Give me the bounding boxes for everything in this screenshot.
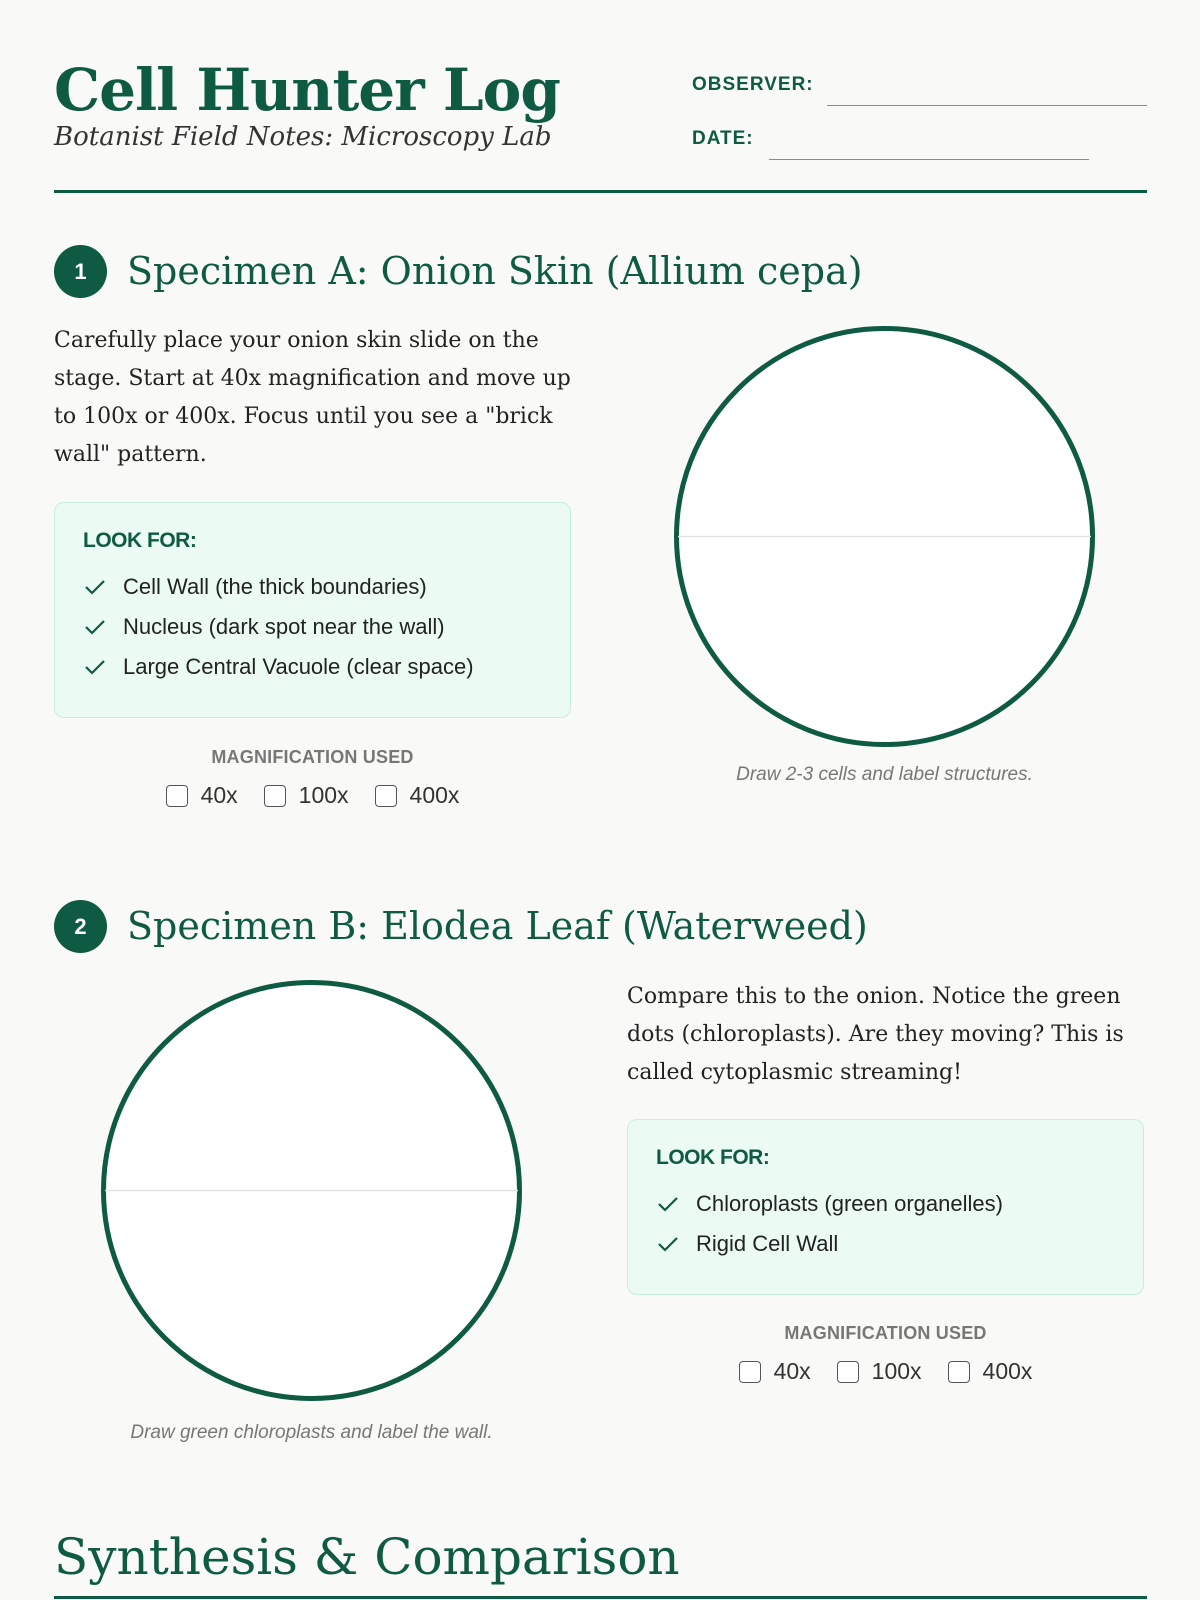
check-icon xyxy=(85,579,105,595)
microscope-field-circle xyxy=(674,326,1095,747)
magnification-options xyxy=(627,1358,1144,1385)
observer-label: OBSERVER: xyxy=(692,74,814,95)
look-for-item xyxy=(83,647,542,687)
lab-worksheet xyxy=(54,0,1147,1600)
page-subtitle: Botanist Field Notes: Microscopy Lab xyxy=(54,122,552,152)
check-icon xyxy=(658,1236,678,1252)
drawing-caption: Draw green chloroplasts and label the wall. xyxy=(130,1422,493,1443)
magnification-option-400x[interactable] xyxy=(375,782,460,809)
look-for-title: LOOK FOR: xyxy=(83,529,197,552)
magnification-option-label: 400x xyxy=(409,782,460,808)
page-title: Cell Hunter Log xyxy=(54,56,560,124)
section-instructions: Compare this to the onion. Notice the green dots (chloroplasts). Are they moving? This is called cytoplasmic streaming! xyxy=(627,984,1124,1085)
section-title: Specimen B: Elodea Leaf (Waterweed) xyxy=(127,904,868,948)
look-for-item xyxy=(656,1224,1115,1264)
section-heading xyxy=(54,898,1147,954)
check-icon xyxy=(658,1196,678,1212)
section-heading xyxy=(54,243,1147,299)
magnification-option-400x[interactable] xyxy=(948,1358,1033,1385)
microscope-drawing-field[interactable] xyxy=(101,980,522,1401)
microscope-field-circle xyxy=(101,980,522,1401)
look-for-item-label: Nucleus (dark spot near the wall) xyxy=(123,614,445,639)
look-for-item xyxy=(83,567,542,607)
magnification-checkbox[interactable] xyxy=(837,1361,859,1383)
worksheet-header xyxy=(54,52,1147,193)
magnification-label: MAGNIFICATION USED xyxy=(211,747,414,767)
magnification-checkbox[interactable] xyxy=(739,1361,761,1383)
synthesis-title: Synthesis & Comparison xyxy=(54,1528,680,1586)
synthesis-divider xyxy=(54,1596,1147,1599)
drawing-caption: Draw 2-3 cells and label structures. xyxy=(736,764,1033,785)
look-for-item-label: Cell Wall (the thick boundaries) xyxy=(123,574,427,599)
look-for-item xyxy=(656,1184,1115,1224)
magnification-option-label: 40x xyxy=(200,782,238,808)
section-number-badge: 1 xyxy=(54,245,107,298)
magnification-checkbox[interactable] xyxy=(948,1361,970,1383)
look-for-title: LOOK FOR: xyxy=(656,1146,770,1169)
check-icon xyxy=(85,659,105,675)
magnification-option-label: 100x xyxy=(298,782,349,808)
look-for-list xyxy=(656,1184,1115,1264)
observer-row xyxy=(692,74,1147,114)
magnification-label: MAGNIFICATION USED xyxy=(784,1323,987,1343)
magnification-option-label: 40x xyxy=(773,1358,811,1384)
magnification-option-40x[interactable] xyxy=(739,1358,811,1385)
look-for-item-label: Large Central Vacuole (clear space) xyxy=(123,654,474,679)
magnification-checkbox[interactable] xyxy=(264,785,286,807)
date-label: DATE: xyxy=(692,128,754,149)
look-for-item-label: Chloroplasts (green organelles) xyxy=(696,1191,1003,1216)
magnification-option-label: 400x xyxy=(982,1358,1033,1384)
magnification-option-40x[interactable] xyxy=(166,782,238,809)
magnification-option-100x[interactable] xyxy=(264,782,349,809)
magnification-group xyxy=(54,747,571,809)
look-for-item xyxy=(83,607,542,647)
look-for-list xyxy=(83,567,542,687)
magnification-checkbox[interactable] xyxy=(375,785,397,807)
observer-field[interactable] xyxy=(827,105,1147,106)
section-number-badge: 2 xyxy=(54,900,107,953)
look-for-panel xyxy=(627,1119,1144,1295)
check-icon xyxy=(85,619,105,635)
section-instructions: Carefully place your onion skin slide on the stage. Start at 40x magnification and move up to 100x or 400x. Focus until you see a "brick wall" pattern. xyxy=(54,328,571,467)
magnification-option-label: 100x xyxy=(871,1358,922,1384)
look-for-item-label: Rigid Cell Wall xyxy=(696,1231,839,1256)
section-title: Specimen A: Onion Skin (Allium cepa) xyxy=(127,249,863,293)
look-for-panel xyxy=(54,502,571,718)
microscope-drawing-field[interactable] xyxy=(674,326,1095,747)
date-field[interactable] xyxy=(769,159,1089,160)
magnification-options xyxy=(54,782,571,809)
magnification-option-100x[interactable] xyxy=(837,1358,922,1385)
magnification-checkbox[interactable] xyxy=(166,785,188,807)
date-row xyxy=(692,128,1147,168)
magnification-group xyxy=(627,1323,1144,1385)
